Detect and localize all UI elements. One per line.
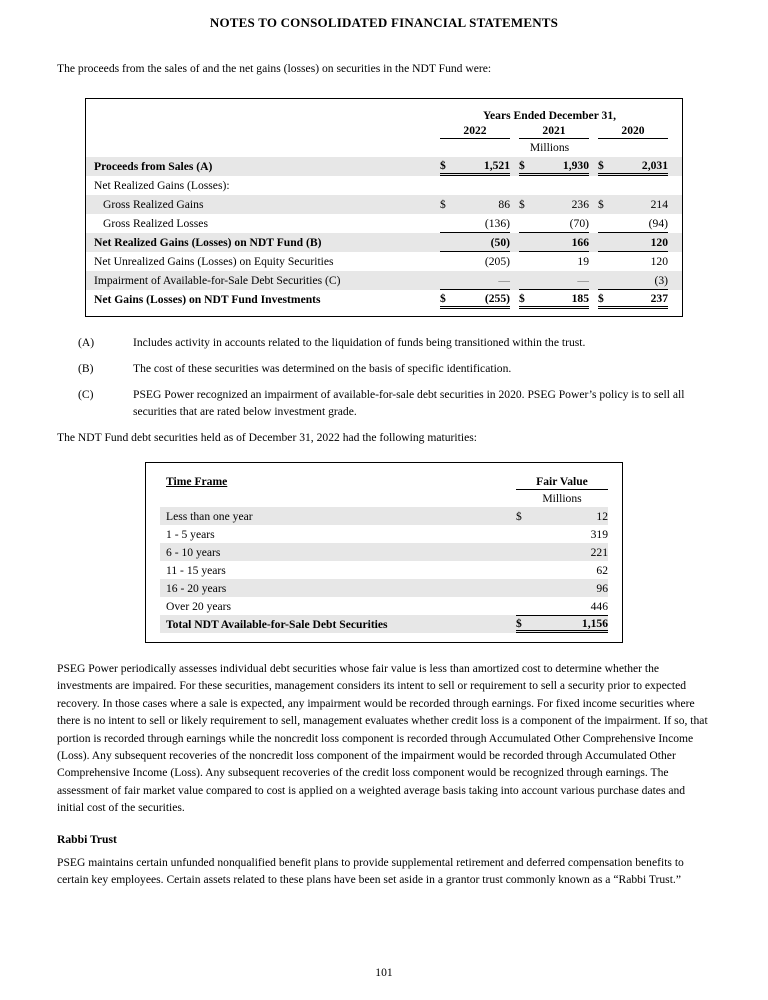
- money-cell: [598, 252, 668, 271]
- money-cell: [519, 214, 589, 233]
- cell-value: (50): [490, 235, 510, 249]
- money-cell: [440, 157, 510, 176]
- maturities-table-header: [160, 475, 608, 505]
- dollar-sign: $: [440, 158, 446, 172]
- dollar-sign: $: [440, 291, 446, 305]
- cell-value: (205): [484, 255, 510, 268]
- row-label: Proceeds from Sales (A): [94, 160, 213, 173]
- year-column-header: 2022: [440, 124, 510, 139]
- dollar-sign: $: [598, 291, 604, 305]
- dollar-sign: $: [519, 291, 525, 305]
- row-label: Net Realized Gains (Losses) on NDT Fund (B): [94, 236, 322, 249]
- dollar-sign: $: [598, 158, 604, 172]
- money-cell: [516, 507, 608, 525]
- money-cell: [598, 271, 668, 290]
- year-column-header: 2021: [519, 124, 589, 139]
- ndt-table-row: [86, 252, 682, 271]
- cell-value: 319: [590, 527, 608, 541]
- ndt-table-row: [86, 176, 682, 195]
- money-cell: [516, 561, 608, 579]
- maturities-table-row: [160, 525, 608, 543]
- money-cell: [440, 176, 510, 195]
- cell-value: (70): [569, 216, 589, 230]
- row-label: Total NDT Available-for-Sale Debt Securities: [166, 617, 388, 631]
- cell-value: 446: [590, 599, 608, 613]
- timeframe-column-header: Time Frame: [166, 475, 228, 488]
- money-cell: [519, 271, 589, 290]
- row-label: Net Gains (Losses) on NDT Fund Investments: [94, 293, 321, 306]
- table-period-header-row: [86, 109, 682, 124]
- intro-paragraph: The proceeds from the sales of and the net gains (losses) on securities in the NDT Fund were:: [57, 62, 492, 75]
- money-cell: [440, 195, 510, 214]
- maturities-table-row: [160, 579, 608, 597]
- money-cell: [598, 290, 668, 309]
- dollar-sign: $: [516, 509, 522, 523]
- money-cell: [516, 525, 608, 543]
- dollar-sign: $: [440, 198, 446, 211]
- money-cell: [440, 271, 510, 290]
- impairment-assessment-paragraph: PSEG Power periodically assesses individual debt securities whose fair value is less than amortized cost to determine whether the investments are impaired. For these securities, management considers its intent to sell or requirement to sell a security prior to expected recovery. In those cases where a sale is expected, any impairment would be recorded through earnings. For fixed income securities where there is no intent to sell or likely requirement to sell, management evaluates whether credit loss is a component of the impairment. If so, that portion is recorded through earnings while the noncredit loss component is recorded through Accumulated Other Comprehensive Income (Loss). Any subsequent recoveries of the noncredit loss component of the impairment would be recorded through Accumulated Other Comprehensive Income (Loss). Any subsequent recoveries of the credit loss component would be recognized through earnings. The assessment of fair market value compared to cost is applied on a weighted average basis taking into account various purchase dates and initial cost of the securities.: [57, 662, 708, 815]
- maturities-table-row: [160, 543, 608, 561]
- cell-value: 1,156: [581, 616, 608, 630]
- ndt-table-body: [86, 157, 682, 309]
- page-title: NOTES TO CONSOLIDATED FINANCIAL STATEMENTS: [209, 15, 559, 30]
- table-units-row: [86, 139, 682, 157]
- footnote-text: PSEG Power recognized an impairment of available-for-sale debt securities in 2020. PSEG Power’s policy is to sell all securities that are rated below investment grade.: [133, 388, 685, 418]
- cell-value: 166: [571, 235, 589, 249]
- footnote-marker: (C): [78, 388, 94, 401]
- footnote-marker: (B): [78, 362, 94, 375]
- cell-value: (136): [484, 216, 510, 230]
- rabbi-trust-paragraph: PSEG maintains certain unfunded nonqualified benefit plans to provide supplemental retirement and deferred compensation benefits to certain key employees. Certain assets related to these plans have been set aside in a grantor trust commonly known as a “Rabbi Trust.”: [57, 855, 684, 887]
- footnote: [78, 334, 706, 351]
- money-cell: [516, 615, 608, 633]
- money-cell: [598, 176, 668, 195]
- maturities-table: [145, 462, 623, 643]
- row-label: 16 - 20 years: [166, 581, 227, 595]
- ndt-table-row: [86, 271, 682, 290]
- money-cell: [516, 597, 608, 615]
- dollar-sign: $: [519, 158, 525, 172]
- money-cell: [519, 176, 589, 195]
- maturities-table-row: [160, 597, 608, 615]
- units-label: Millions: [529, 141, 570, 154]
- cell-value: 214: [650, 198, 668, 211]
- table-years-row: [86, 124, 682, 139]
- maturities-table-row: [160, 507, 608, 525]
- row-label: 6 - 10 years: [166, 545, 221, 559]
- row-label: Net Unrealized Gains (Losses) on Equity Securities: [94, 255, 334, 268]
- money-cell: [440, 252, 510, 271]
- ndt-fund-table: [85, 98, 683, 317]
- cell-value: (94): [648, 216, 668, 230]
- cell-value: —: [498, 273, 510, 287]
- money-cell: [440, 233, 510, 252]
- cell-value: 86: [498, 198, 510, 211]
- ndt-table-row: [86, 290, 682, 309]
- money-cell: [440, 214, 510, 233]
- maturities-table-row: [160, 615, 608, 633]
- money-cell: [598, 157, 668, 176]
- cell-value: 19: [577, 255, 589, 268]
- cell-value: 221: [590, 545, 608, 559]
- row-label: Impairment of Available-for-Sale Debt Securities (C): [94, 274, 341, 287]
- maturities-intro-paragraph: The NDT Fund debt securities held as of December 31, 2022 had the following maturities:: [57, 431, 477, 444]
- cell-value: 12: [596, 509, 608, 523]
- cell-value: 1,521: [483, 158, 510, 172]
- money-cell: [598, 214, 668, 233]
- cell-value: 120: [650, 235, 668, 249]
- ndt-table-row: [86, 195, 682, 214]
- cell-value: —: [577, 273, 589, 287]
- money-cell: [519, 195, 589, 214]
- footnote-marker: (A): [78, 336, 95, 349]
- cell-value: 236: [571, 198, 589, 211]
- row-label: 1 - 5 years: [166, 527, 215, 541]
- footnotes-list: [78, 334, 706, 420]
- row-label: Gross Realized Gains: [103, 198, 204, 211]
- ndt-table-row: [86, 214, 682, 233]
- ndt-table-row: [86, 233, 682, 252]
- footnote-text: Includes activity in accounts related to the liquidation of funds being transitioned within the trust.: [133, 336, 586, 349]
- page-number: 101: [375, 966, 393, 979]
- units-label: Millions: [542, 492, 582, 505]
- cell-value: (255): [484, 291, 510, 305]
- money-cell: [598, 195, 668, 214]
- fair-value-column: [516, 475, 608, 505]
- money-cell: [519, 157, 589, 176]
- cell-value: 120: [650, 255, 668, 268]
- row-label: Over 20 years: [166, 599, 232, 613]
- row-label: Less than one year: [166, 509, 253, 523]
- money-cell: [516, 579, 608, 597]
- dollar-sign: $: [516, 616, 522, 630]
- fair-value-column-header: Fair Value: [516, 475, 608, 490]
- maturities-table-body: [160, 507, 608, 633]
- footnote: [78, 386, 706, 420]
- money-cell: [598, 233, 668, 252]
- row-label: Gross Realized Losses: [103, 217, 208, 230]
- row-label: Net Realized Gains (Losses):: [94, 179, 230, 192]
- row-label: 11 - 15 years: [166, 563, 226, 577]
- rabbi-trust-heading: Rabbi Trust: [57, 832, 117, 846]
- money-cell: [519, 252, 589, 271]
- footnote-text: The cost of these securities was determined on the basis of specific identification.: [133, 362, 512, 375]
- maturities-table-row: [160, 561, 608, 579]
- ndt-table-row: [86, 157, 682, 176]
- dollar-sign: $: [519, 198, 525, 211]
- cell-value: 96: [596, 581, 608, 595]
- year-columns: [431, 124, 668, 139]
- period-header: Years Ended December 31,: [482, 109, 617, 122]
- money-cell: [519, 290, 589, 309]
- money-cell: [516, 543, 608, 561]
- cell-value: 237: [650, 291, 668, 305]
- cell-value: 1,930: [562, 158, 589, 172]
- cell-value: 62: [596, 563, 608, 577]
- cell-value: (3): [654, 273, 668, 287]
- cell-value: 185: [571, 291, 589, 305]
- money-cell: [519, 233, 589, 252]
- dollar-sign: $: [598, 198, 604, 211]
- footnote: [78, 360, 706, 377]
- year-column-header: 2020: [598, 124, 668, 139]
- money-cell: [440, 290, 510, 309]
- cell-value: 2,031: [641, 158, 668, 172]
